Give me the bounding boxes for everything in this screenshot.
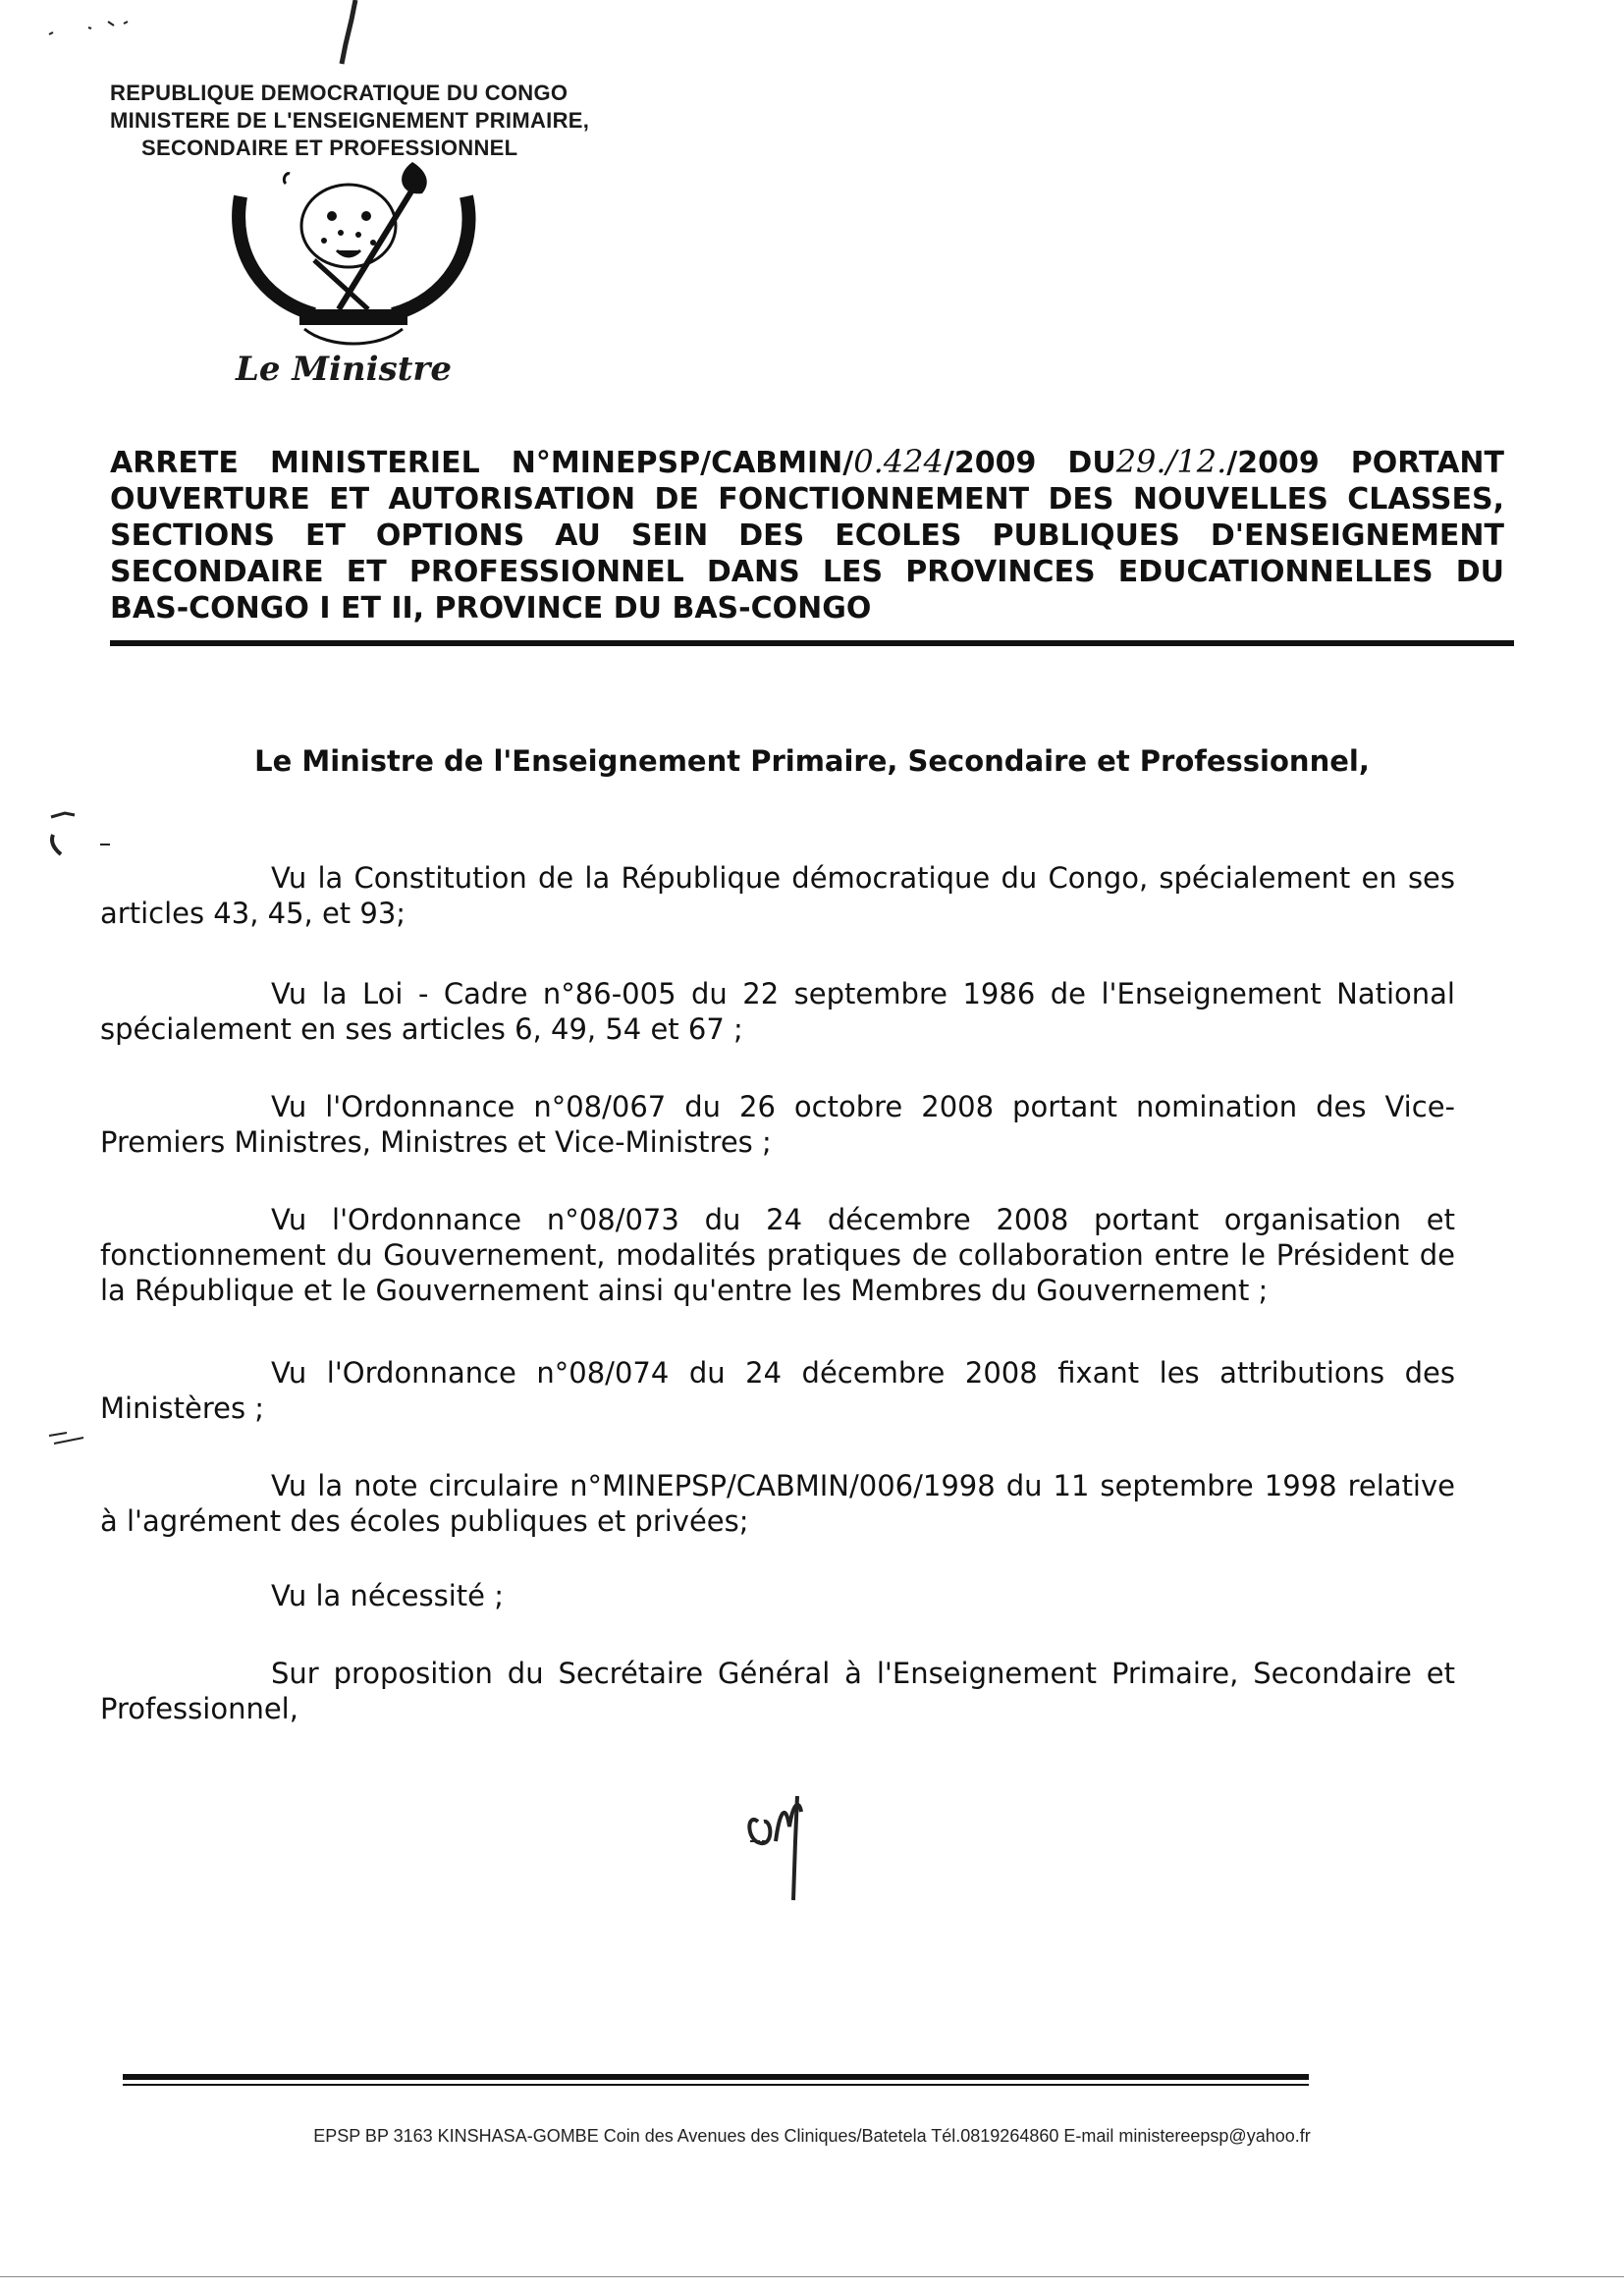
header-ministry-cont: SECONDAIRE ET PROFESSIONNEL bbox=[141, 136, 518, 160]
footer-rule-thin bbox=[123, 2084, 1309, 2086]
vu-ordonnance-067: Vu l'Ordonnance n°08/067 du 26 octobre 2008 portant nomination des Vice-Premiers Ministres, Ministres et Vice-Ministres ; bbox=[100, 1090, 1455, 1159]
vu-loi-cadre: Vu la Loi - Cadre n°86-005 du 22 septembre 1986 de l'Enseignement National spécialement en ses articles 6, 49, 54 et 67 ; bbox=[100, 977, 1455, 1046]
header-ministry: MINISTERE DE L'ENSEIGNEMENT PRIMAIRE, bbox=[110, 108, 590, 133]
margin-mark-2 bbox=[44, 1424, 103, 1453]
footer-rule-thick bbox=[123, 2074, 1309, 2080]
decree-title-part1: ARRETE MINISTERIEL N°MINEPSP/CABMIN/ bbox=[110, 446, 854, 480]
decree-title-part2: /2009 DU bbox=[943, 446, 1116, 480]
handwritten-initials-icon bbox=[736, 1782, 835, 1905]
minister-heading: Le Ministre de l'Enseignement Primaire, Secondaire et Professionnel, bbox=[254, 744, 1370, 778]
coat-of-arms-icon bbox=[221, 162, 486, 354]
vu-constitution: Vu la Constitution de la République démocratique du Congo, spécialement en ses articles 43, 45, et 93; bbox=[100, 861, 1455, 930]
scan-mark-top bbox=[39, 0, 373, 69]
sur-proposition: Sur proposition du Secrétaire Général à l'Enseignement Primaire, Secondaire et Professionnel, bbox=[100, 1657, 1455, 1725]
vu-ordonnance-073: Vu l'Ordonnance n°08/073 du 24 décembre 2008 portant organisation et fonctionnement du Gouvernement, modalités pratiques de collaboration entre le Président de la République et le Gouvernement ainsi qu'entre les Membres du Gouvernement ; bbox=[100, 1203, 1455, 1307]
footer-address: EPSP BP 3163 KINSHASA-GOMBE Coin des Avenues des Cliniques/Batetela Tél.0819264860 E-mail ministereepsp@yahoo.fr bbox=[313, 2126, 1311, 2146]
scan-bottom-edge bbox=[0, 2276, 1624, 2277]
header-republic: REPUBLIQUE DEMOCRATIQUE DU CONGO bbox=[110, 81, 568, 105]
vu-ordonnance-074: Vu l'Ordonnance n°08/074 du 24 décembre 2008 fixant les attributions des Ministères ; bbox=[100, 1356, 1455, 1425]
title-underline bbox=[110, 640, 1514, 646]
vu-note-circulaire: Vu la note circulaire n°MINEPSP/CABMIN/006/1998 du 11 septembre 1998 relative à l'agrément des écoles publiques et privées; bbox=[100, 1469, 1455, 1538]
decree-number-handwritten: 0.424 bbox=[853, 443, 944, 480]
decree-title bbox=[110, 444, 1504, 627]
le-ministre-signature-line: Le Ministre bbox=[236, 350, 452, 389]
decree-title-part3: /2009 PORTANT OUVERTURE ET AUTORISATION DE FONCTIONNEMENT DES NOUVELLES CLASSES, SECTIONS ET OPTIONS AU SEIN DES ECOLES PUBLIQUES D'ENSEIGNEMENT SECONDAIRE ET PROFESSIONNEL DANS LES PROVINCES EDUCATIONNELLES DU BAS-CONGO I ET II, PROVINCE DU BAS-CONGO bbox=[110, 446, 1504, 626]
vu-necessite: Vu la nécessité ; bbox=[271, 1579, 504, 1612]
decree-date-handwritten: 29./12. bbox=[1115, 443, 1227, 480]
